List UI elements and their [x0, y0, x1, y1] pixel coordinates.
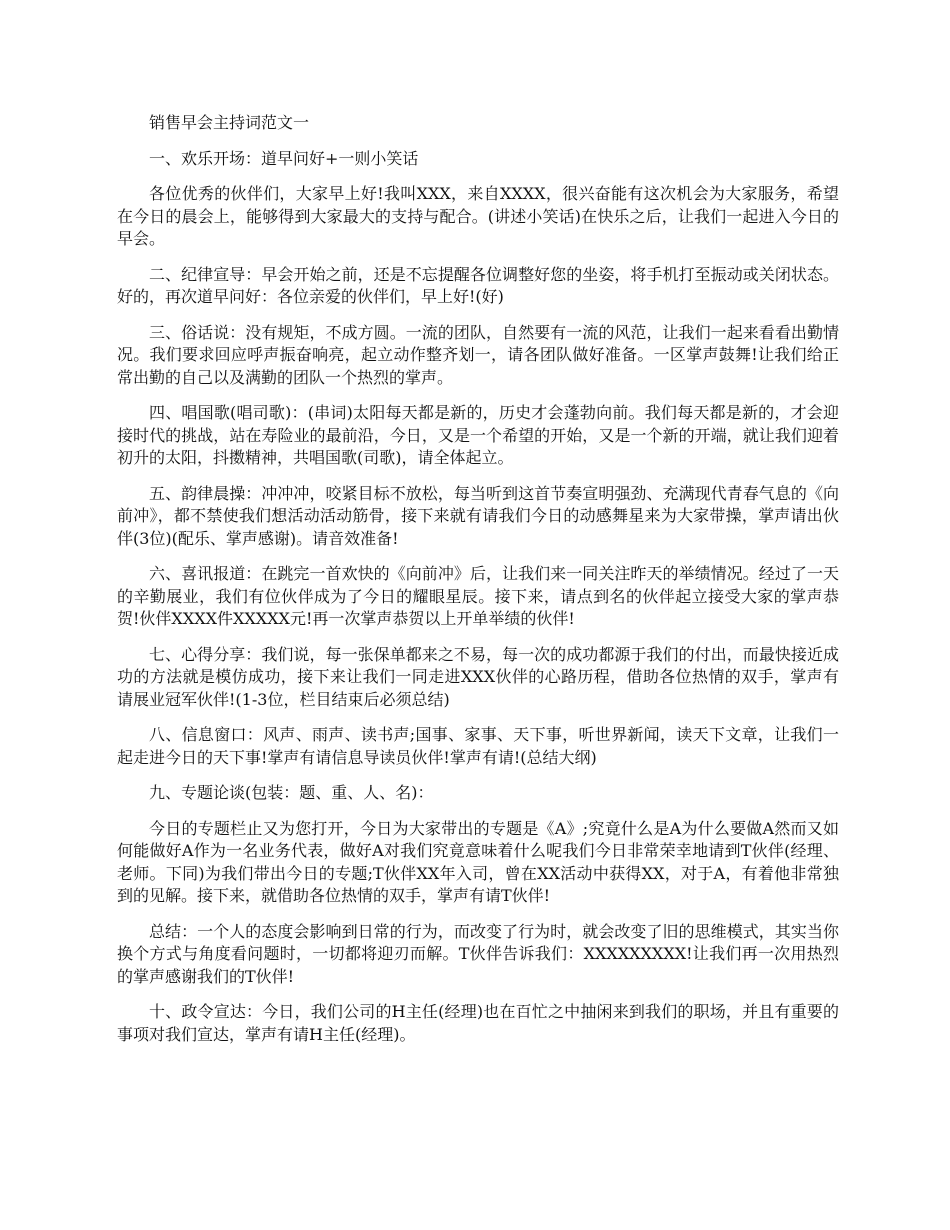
paragraph-anthem: 四、唱国歌(唱司歌)：(串词)太阳每天都是新的，历史才会蓬勃向前。我们每天都是新的，才会迎接时代的挑战，站在寿险业的最前沿，今日，又是一个希望的开始，又是一个新的开端，就让我们迎着初升的太阳，抖擞精神，共唱国歌(司歌)，请全体起立。 [117, 403, 839, 467]
paragraph-announcement: 十、政令宣达：今日，我们公司的H主任(经理)也在百忙之中抽闲来到我们的职场，并且有重要的事项对我们宣达，掌声有请H主任(经理)。 [117, 1002, 839, 1044]
paragraph-opening-speech: 各位优秀的伙伴们，大家早上好!我叫XXX，来自XXXX，很兴奋能有这次机会为大家服务，希望在今日的晨会上，能够得到大家最大的支持与配合。(讲述小笑话)在快乐之后，让我们一起进入今日的早会。 [117, 184, 839, 248]
paragraph-good-news: 六、喜讯报道：在跳完一首欢快的《向前冲》后，让我们来一同关注昨天的举绩情况。经过了一天的辛勤展业，我们有位伙伴成为了今日的耀眼星辰。接下来，请点到名的伙伴起立接受大家的掌声恭贺!伙伴XXXX件XXXXX元!再一次掌声恭贺以上开单举绩的伙伴! [117, 564, 839, 628]
paragraph-attendance: 三、俗话说：没有规矩，不成方圆。一流的团队，自然要有一流的风范，让我们一起来看看出勤情况。我们要求回应呼声振奋响亮，起立动作整齐划一，请各团队做好准备。一区掌声鼓舞!让我们给正常出勤的自己以及满勤的团队一个热烈的掌声。 [117, 322, 839, 387]
document-page [117, 112, 839, 1059]
paragraph-discipline: 二、纪律宣导：早会开始之前，还是不忘提醒各位调整好您的坐姿，将手机打至振动或关闭状态。好的，再次道早问好：各位亲爱的伙伴们，早上好!(好) [117, 264, 839, 306]
section-heading-topic: 九、专题论谈(包装：题、重、人、名)： [149, 783, 434, 802]
paragraph-summary: 总结：一个人的态度会影响到日常的行为，而改变了行为时，就会改变了旧的思维模式，其实当你换个方式与角度看问题时，一切都将迎刃而解。T伙伴告诉我们：XXXXXXXXX!让我们再一次用热烈的掌声感谢我们的T伙伴! [117, 921, 839, 986]
paragraph-morning-exercise: 五、韵律晨操：冲冲冲，咬紧目标不放松，每当听到这首节奏宣明强劲、充满现代青春气息的《向前冲》，都不禁使我们想活动活动筋骨，接下来就有请我们今日的动感舞星来为大家带操，掌声请出伙伴(3位)(配乐、掌声感谢)。请音效准备! [117, 483, 839, 548]
document-title: 销售早会主持词范文一 [149, 113, 310, 132]
paragraph-topic: 今日的专题栏止又为您打开，今日为大家带出的专题是《A》;究竟什么是A为什么要做A然而又如何能做好A作为一名业务代表，做好A对我们究竟意味着什么呢我们今日非常荣幸地请到T伙伴(经理、老师。下同)为我们带出今日的专题;T伙伴XX年入司，曾在XX活动中获得XX，对于A，有着他非常独到的见解。接下来，就借助各位热情的双手，掌声有请T伙伴! [117, 818, 839, 905]
paragraph-news-window: 八、信息窗口：风声、雨声、读书声;国事、家事、天下事，听世界新闻，读天下文章，让我们一起走进今日的天下事!掌声有请信息导读员伙伴!掌声有请!(总结大纲) [117, 725, 839, 767]
section-heading-opening: 一、欢乐开场：道早问好+一则小笑话 [149, 148, 419, 168]
paragraph-sharing: 七、心得分享：我们说，每一张保单都来之不易，每一次的成功都源于我们的付出，而最快接近成功的方法就是模仿成功，接下来让我们一同走进XXX伙伴的心路历程，借助各位热情的双手，掌声有请展业冠军伙伴!(1-3位，栏目结束后必须总结) [117, 644, 839, 709]
